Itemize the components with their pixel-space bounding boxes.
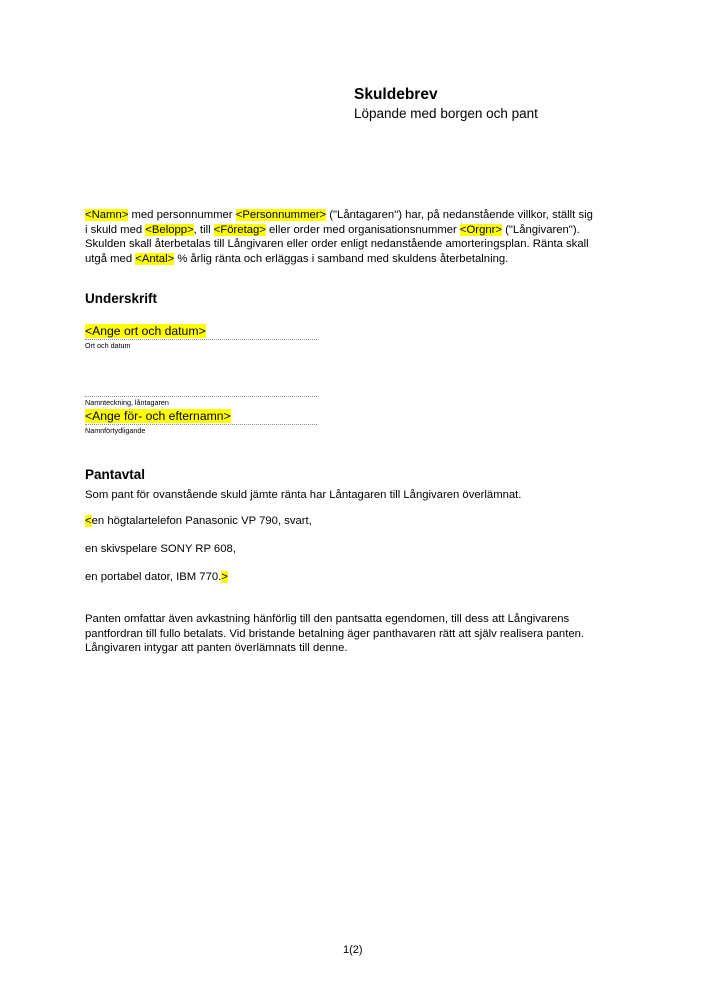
intro-text: ("Låntagaren") har, på nedanstående villkor, ställt sig bbox=[326, 209, 593, 221]
terms-line: Långivaren intygar att panten överlämnats till denne. bbox=[85, 642, 348, 655]
document-title: Skuldebrev bbox=[354, 86, 438, 103]
placeholder-place-date[interactable]: <Ange ort och datum> bbox=[85, 324, 206, 338]
signature-line bbox=[85, 396, 317, 397]
intro-text: i skuld med bbox=[85, 223, 146, 236]
intro-text: eller order med organisationsnummer bbox=[265, 223, 460, 236]
signature-heading: Underskrift bbox=[85, 291, 158, 306]
intro-text: med personnummer bbox=[128, 209, 236, 221]
pledge-item bbox=[85, 571, 228, 583]
terms-line: pantfordran till fullo betalats. Vid bristande betalning äger panthavaren rätt att själv realisera panten. bbox=[85, 627, 585, 640]
placeholder-foretag[interactable]: <Företag> bbox=[213, 223, 266, 236]
pledge-item-text: en portabel dator, IBM 770. bbox=[85, 571, 222, 583]
place-date-label: Ort och datum bbox=[85, 341, 131, 350]
signature-label: Namnteckning, låntagaren bbox=[85, 398, 169, 407]
intro-text: Skulden skall återbetalas till Långivaren eller order enligt nedanstående amorteringsplan. Ränta skall bbox=[85, 238, 589, 251]
place-date-line bbox=[85, 339, 317, 340]
placeholder-name[interactable]: <Namn> bbox=[85, 209, 129, 221]
pledge-item bbox=[85, 543, 236, 555]
page-number: 1(2) bbox=[343, 944, 363, 956]
placeholder-close-bracket[interactable]: > bbox=[221, 571, 228, 583]
intro-line bbox=[85, 223, 593, 238]
intro-text: ("Långivaren"). bbox=[502, 223, 580, 236]
intro-text: , till bbox=[193, 223, 214, 236]
pledge-item-text: en skivspelare SONY RP 608, bbox=[85, 543, 236, 555]
placeholder-open-bracket[interactable]: < bbox=[85, 515, 92, 527]
placeholder-belopp[interactable]: <Belopp> bbox=[145, 223, 194, 236]
intro-text: utgå med bbox=[85, 252, 136, 265]
pledge-terms bbox=[85, 612, 584, 656]
placeholder-full-name[interactable]: <Ange för- och efternamn> bbox=[85, 409, 231, 423]
pledge-intro: Som pant för ovanstående skuld jämte ränta har Låntagaren till Långivaren överlämnat. bbox=[85, 489, 522, 501]
pledge-heading: Pantavtal bbox=[85, 467, 146, 482]
intro-text: % årlig ränta och erläggas i samband med skuldens återbetalning. bbox=[174, 252, 509, 265]
intro-paragraph bbox=[85, 208, 593, 266]
placeholder-antal[interactable]: <Antal> bbox=[135, 252, 175, 265]
placeholder-personnummer[interactable]: <Personnummer> bbox=[235, 209, 327, 221]
place-date-field[interactable] bbox=[85, 324, 206, 338]
pledge-item-text: en högtalartelefon Panasonic VP 790, svart, bbox=[91, 515, 312, 527]
intro-line bbox=[85, 208, 593, 223]
placeholder-orgnr[interactable]: <Orgnr> bbox=[459, 223, 502, 236]
intro-line bbox=[85, 237, 593, 252]
intro-line bbox=[85, 252, 593, 267]
pledge-item bbox=[85, 515, 312, 527]
name-line bbox=[85, 424, 317, 425]
document-subtitle: Löpande med borgen och pant bbox=[354, 106, 538, 121]
name-field[interactable] bbox=[85, 409, 231, 423]
terms-line: Panten omfattar även avkastning hänförlig till den pantsatta egendomen, till dess att Långivarens bbox=[85, 613, 570, 625]
name-label: Namnförtydligande bbox=[85, 426, 146, 435]
